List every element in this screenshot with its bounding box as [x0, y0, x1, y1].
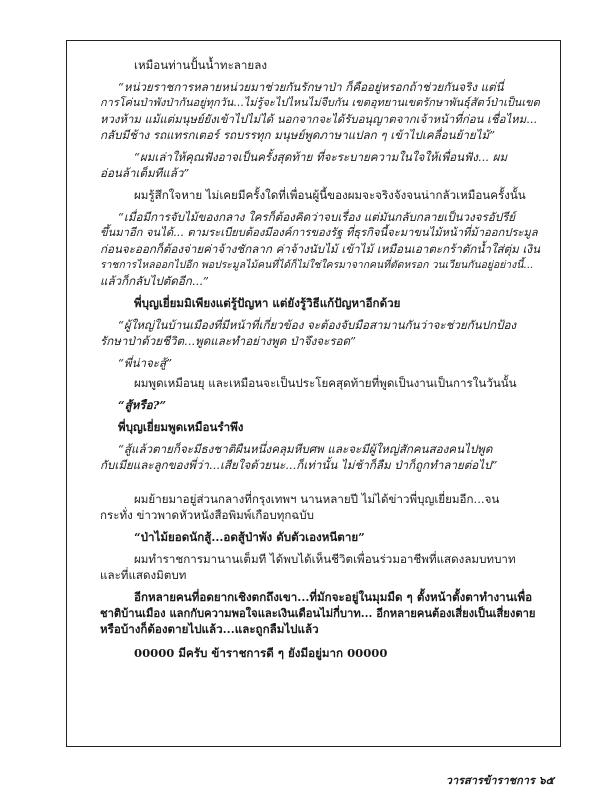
quote-line: กับเมียและลูกของพี่ว่า...เสียใจด้วยนะ...ก็เท่านั้น ไม่ช้าก็ลืม ป่าก็ถูกทำลายต่อไป”: [100, 458, 498, 472]
paragraph-line: กระทั่ง ข่าวพาดหัวหนังสือพิมพ์เกือบทุกฉบับ: [100, 508, 315, 522]
quote-line: กลับมีช้าง รถแทรกเตอร์ รถบรรทุก มนุษย์พูดภาษาแปลก ๆ เข้าไปเคลื่อนย้ายไม้”: [100, 128, 496, 142]
paragraph-line: ผมพูดเหมือนยุ และเหมือนจะเป็นประโยคสุดท้ายที่พูดเป็นงานเป็นการในวันนั้น: [134, 376, 517, 390]
paragraph-line: พี่บุญเยี่ยมมิเพียงแต่รู้ปัญหา แต่ยังรู้วิธีแก้ปัญหาอีกด้วย: [134, 296, 401, 310]
quote-line: “ผู้ใหญ่ในบ้านเมืองที่มีหน้าที่เกี่ยวข้อง จะต้องจับมือสามานกันว่าจะช่วยกันปกป้อง: [118, 318, 517, 332]
paragraph-line: ชาติบ้านเมือง แลกกับความพอใจและเงินเดือนไม่กี่บาท... อีกหลายคนต้องเสี่ยงเป็นเสี่ยงตาย: [100, 606, 536, 620]
quote-line: หวงห้าม แม้แต่มนุษย์ยังเข้าไปไม่ได้ นอกจากจะได้รับอนุญาตจากเจ้าหน้าที่ก่อน เชื่อไหม...: [100, 112, 538, 126]
page-footer: วารสารข้าราชการ ๖๕: [445, 774, 554, 787]
paragraph-line: หรือบ้างก็ต้องตายไปแล้ว...และถูกลืมไปแล้ว: [100, 622, 319, 636]
page-border: [66, 40, 561, 747]
headline-quote: “ป่าไม้ยอดนักสู้...อดสู้ป่าพัง ดับตัวเองหนีตาย”: [134, 530, 365, 544]
quote-line: ก่อนจะออกก็ต้องจ่ายค่าจ้างชักลาก ค่าจ้างนับไม้ เข้าไม้ เหมือนเอาตะกร้าตักน้ำใส่ตุ่ม เงิน: [100, 242, 541, 256]
paragraph-line: ผมทำราชการมานานเต็มที ได้พบได้เห็นชีวิตเพื่อนร่วมอาชีพที่แสดงลมบทบาท: [134, 552, 516, 566]
quote-line: ราชการไหลออกไปอีก พอประมูลไม้คนที่ได้ก็ไม่ใช่ใครมาจากคนที่ตัดหรอก วนเวียนกันอยู่อย่างนี้...: [100, 259, 534, 271]
quote-line: รักษาป่าด้วยชีวิต...พูดและทำอย่างพูด ป่าจึงจะรอด”: [100, 334, 356, 348]
quote-line: อ่อนล้าเต็มทีแล้ว”: [100, 166, 190, 180]
quote-line: “ผมเล่าให้คุณฟังอาจเป็นครั้งสุดท้าย ที่จะระบายความในใจให้เพื่อนฟัง... ผม: [134, 150, 508, 164]
quote-line: “เมื่อมีการจับไม้ของกลาง ใครก็ต้องคิดว่าจบเรื่อง แต่มันกลับกลายเป็นวงจรอัปรีย์: [118, 210, 516, 224]
closing-line: 00000 มีครับ ข้าราชการดี ๆ ยังมีอยู่มาก 00000: [134, 646, 388, 660]
paragraph-line: ผมรู้สึกใจหาย ไม่เคยมีครั้งใดที่เพื่อนผู้นี้ของผมจะจริงจังจนน่ากลัวเหมือนครั้งนั้น: [134, 188, 526, 202]
paragraph-line: และที่แสดงมิตบท: [100, 568, 187, 582]
quote-line: ขึ้นมาอีก จนได้... ตามระเบียบต้องมีองค์การของรัฐ ที่ธุรกิจนี้จะมาขนไม้หน้าที่ม้าออกประมูล: [100, 226, 538, 239]
quote-line: “พี่น่าจะสู้”: [118, 356, 173, 370]
paragraph-line: เหมือนท่านปั้นน้ำทะลายลง: [134, 58, 267, 72]
quote-line: แล้วก็กลับไปตัดอีก...”: [100, 274, 209, 288]
quote-line: การโค่นป่าพังป่ากันอยู่ทุกวัน...ไม่รู้จะไปไหนไม่จีบกัน เขตอุทยานเขตรักษาพันธุ์สัตว์ป่าเป็นเขต: [100, 96, 540, 109]
quote-line: “หน่วยราชการหลายหน่วยมาช่วยกันรักษาป่า ก็คืออยู่หรอกถ้าช่วยกันจริง แต่นี่: [118, 80, 504, 94]
quote-line: “สู้แล้วตายก็จะมีธงชาติผืนหนึ่งคลุมหีบศพ และจะมีผู้ใหญ่สักคนสองคนไปพูด: [118, 442, 493, 456]
quote-line: “สู้หรือ?”: [118, 398, 167, 412]
paragraph-line: ผมย้ายมาอยู่ส่วนกลางที่กรุงเทพฯ นานหลายปี ไม่ได้ข่าวพี่บุญเยี่ยมอีก...จน: [134, 492, 500, 506]
paragraph-line: พี่บุญเยี่ยมพูดเหมือนรำพึง: [118, 420, 244, 434]
paragraph-line: อีกหลายคนที่อดยากเชิงตกถึงเขา...ที่มักจะอยู่ในมุมมืด ๆ ตั้งหน้าตั้งตาทำงานเพื่อ: [134, 590, 533, 604]
